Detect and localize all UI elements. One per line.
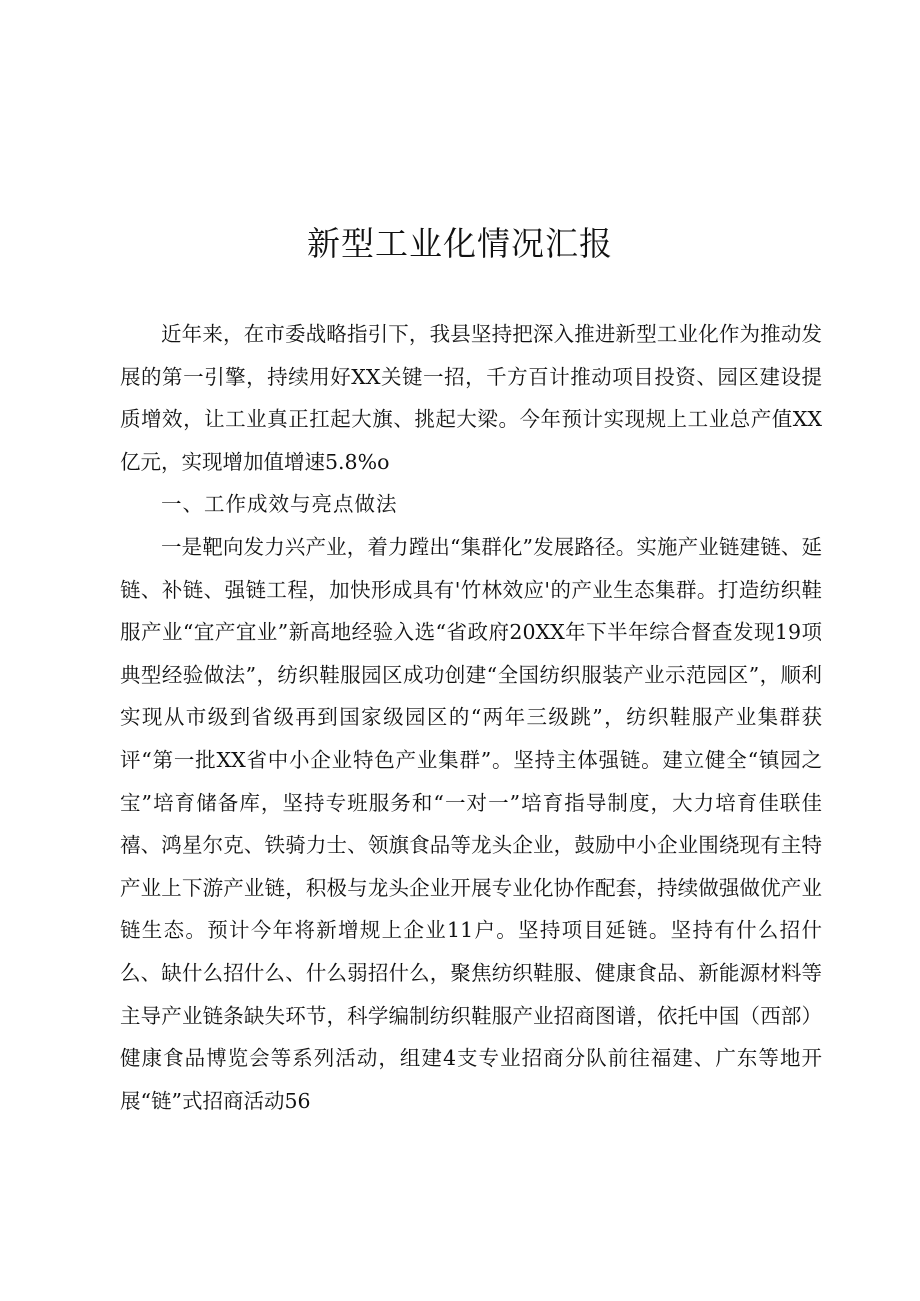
- intro-paragraph: 近年来，在市委战略指引下，我县坚持把深入推进新型工业化作为推动发展的第一引擎，持续用好XX关键一招，千方百计推动项目投资、园区建设提质增效，让工业真正扛起大旗、挑起大梁。今年预计实现规上工业总产值XX亿元，实现增加值增速5.8%o: [120, 322, 822, 474]
- body-paragraph: 一是靶向发力兴产业，着力蹚出“集群化”发展路径。实施产业链建链、延链、补链、强链工程，加快形成具有'竹林效应'的产业生态集群。打造纺织鞋服产业“宜产宜业”新高地经验入选“省政府20XX年下半年综合督查发现19项典型经验做法”，纺织鞋服园区成功创建“全国纺织服装产业示范园区”，顺利实现从市级到省级再到国家级园区的“两年三级跳”，纺织鞋服产业集群获评“第一批XX省中小企业特色产业集群”。坚持主体强链。建立健全“镇园之宝”培育储备库，坚持专班服务和“一对一”培育指导制度，大力培育佳联佳禧、鸿星尔克、铁骑力士、领旗食品等龙头企业，鼓励中小企业围绕现有主特产业上下游产业链，积极与龙头企业开展专业化协作配套，持续做强做优产业链生态。预计今年将新增规上企业11户。坚持项目延链。坚持有什么招什么、缺什么招什么、什么弱招什么，聚焦纺织鞋服、健康食品、新能源材料等主导产业链条缺失环节，科学编制纺织鞋服产业招商图谱，依托中国（西部）健康食品博览会等系列活动，组建4支专业招商分队前往福建、广东等地开展“链”式招商活动56: [120, 534, 822, 1113]
- document-body: [120, 313, 822, 1122]
- document-title: 新型工业化情况汇报: [307, 224, 613, 263]
- section-heading: 一、工作成效与亮点做法: [161, 492, 398, 517]
